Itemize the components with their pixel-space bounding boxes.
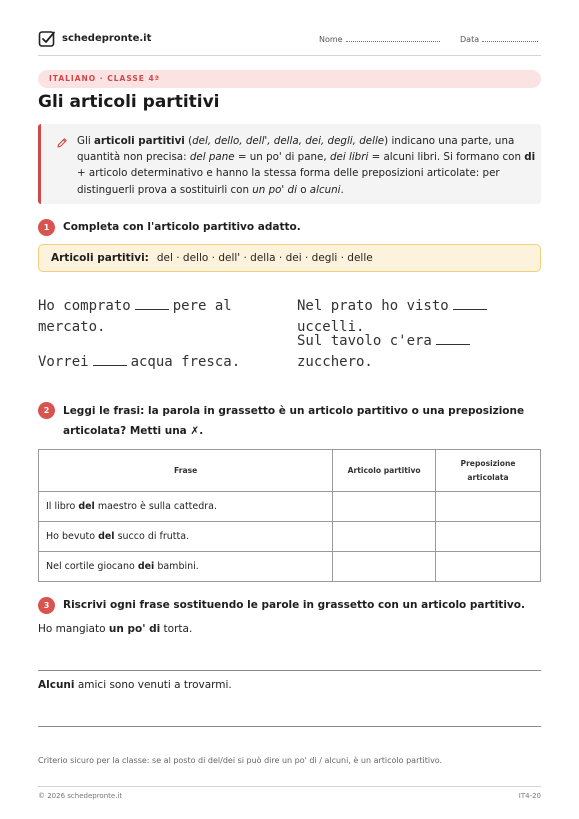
page-footer [38,786,541,800]
writing-line[interactable] [38,726,541,727]
sentence-cell: Il libro del maestro è sulla cattedra. [39,492,333,522]
answer-cell[interactable] [436,552,541,582]
exercise-number: 3 [38,597,55,614]
name-field[interactable] [319,34,440,44]
sentence-cell: Ho bevuto del succo di frutta. [39,522,333,552]
page-header [38,28,541,56]
exercise-title: Completa con l'articolo partitivo adatto. [63,221,301,233]
articles-box [38,244,541,272]
table-row [39,492,541,522]
table-row [39,552,541,582]
column-header: Frase [39,450,333,492]
rewrite-sentence: Alcuni amici sono venuti a trovarmi. [38,679,232,691]
exercise-number: 2 [38,402,55,419]
sentence-cell: Nel cortile giocano dei bambini. [39,552,333,582]
column-header: Articolo partitivo [333,450,436,492]
answer-cell[interactable] [333,552,436,582]
answer-cell[interactable] [333,492,436,522]
site-name: schedepronte.it [62,33,152,44]
pencil-icon [56,137,68,149]
criterion-note: Criterio sicuro per la classe: se al posto di del/dei si può dire un po' di / alcuni, è un articolo partitivo. [38,756,443,765]
date-field[interactable] [460,34,538,44]
fill-item: Sul tavolo c'erazucchero. [297,331,547,373]
blank-field[interactable] [436,332,470,345]
articles-box-label: Articoli partitivi: [51,252,149,264]
blank-field[interactable] [93,353,127,366]
fill-item: Nel prato ho vistouccelli. [297,296,547,338]
exercise-title: Riscrivi ogni frase sostituendo le parole in grassetto con un articolo partitivo. [63,599,525,611]
exercise-2-heading [38,402,541,441]
answer-cell[interactable] [436,492,541,522]
info-box [38,124,541,204]
name-label: Nome [319,35,343,44]
blank-field[interactable] [453,297,487,310]
fill-item: Ho comprato pere al mercato. [38,298,232,335]
exercise-1-heading [38,219,541,236]
column-header: Preposizione articolata [436,450,541,492]
answer-cell[interactable] [436,522,541,552]
page-title: Gli articoli partitivi [38,92,220,112]
sheet-code: IT4-20 [518,792,541,800]
subject-tag: ITALIANO · CLASSE 4ª [38,70,541,88]
rewrite-sentence: Ho mangiato un po' di torta. [38,623,193,635]
exercise-number: 1 [38,219,55,236]
checkbox-logo-icon [38,30,56,48]
table-row [39,522,541,552]
answer-cell[interactable] [333,522,436,552]
exercise-3-heading [38,597,541,614]
classification-table [38,449,541,582]
articles-box-items: del · dello · dell' · della · dei · degli · delle [156,252,373,264]
info-text: Gli articoli partitivi (del, dello, dell', della, dei, degli, delle) indicano una parte, una quantità non precisa: del pane = un po' di pane, dei libri = alcuni libri. Si formano con di + articolo determinativo e hanno la stessa forma delle preposizioni articolate: per distinguerli prova a sostituirli con un po' di o alcuni. [77,135,536,196]
date-label: Data [460,35,480,44]
table-header-row [39,450,541,492]
blank-field[interactable] [135,297,169,310]
writing-line[interactable] [38,670,541,671]
copyright: © 2026 schedepronte.it [38,792,123,800]
fill-item: Vorrei acqua fresca. [38,354,241,370]
exercise-title: Leggi le frasi: la parola in grassetto è un articolo partitivo o una preposizione articolata? Metti una ✗. [63,405,525,437]
